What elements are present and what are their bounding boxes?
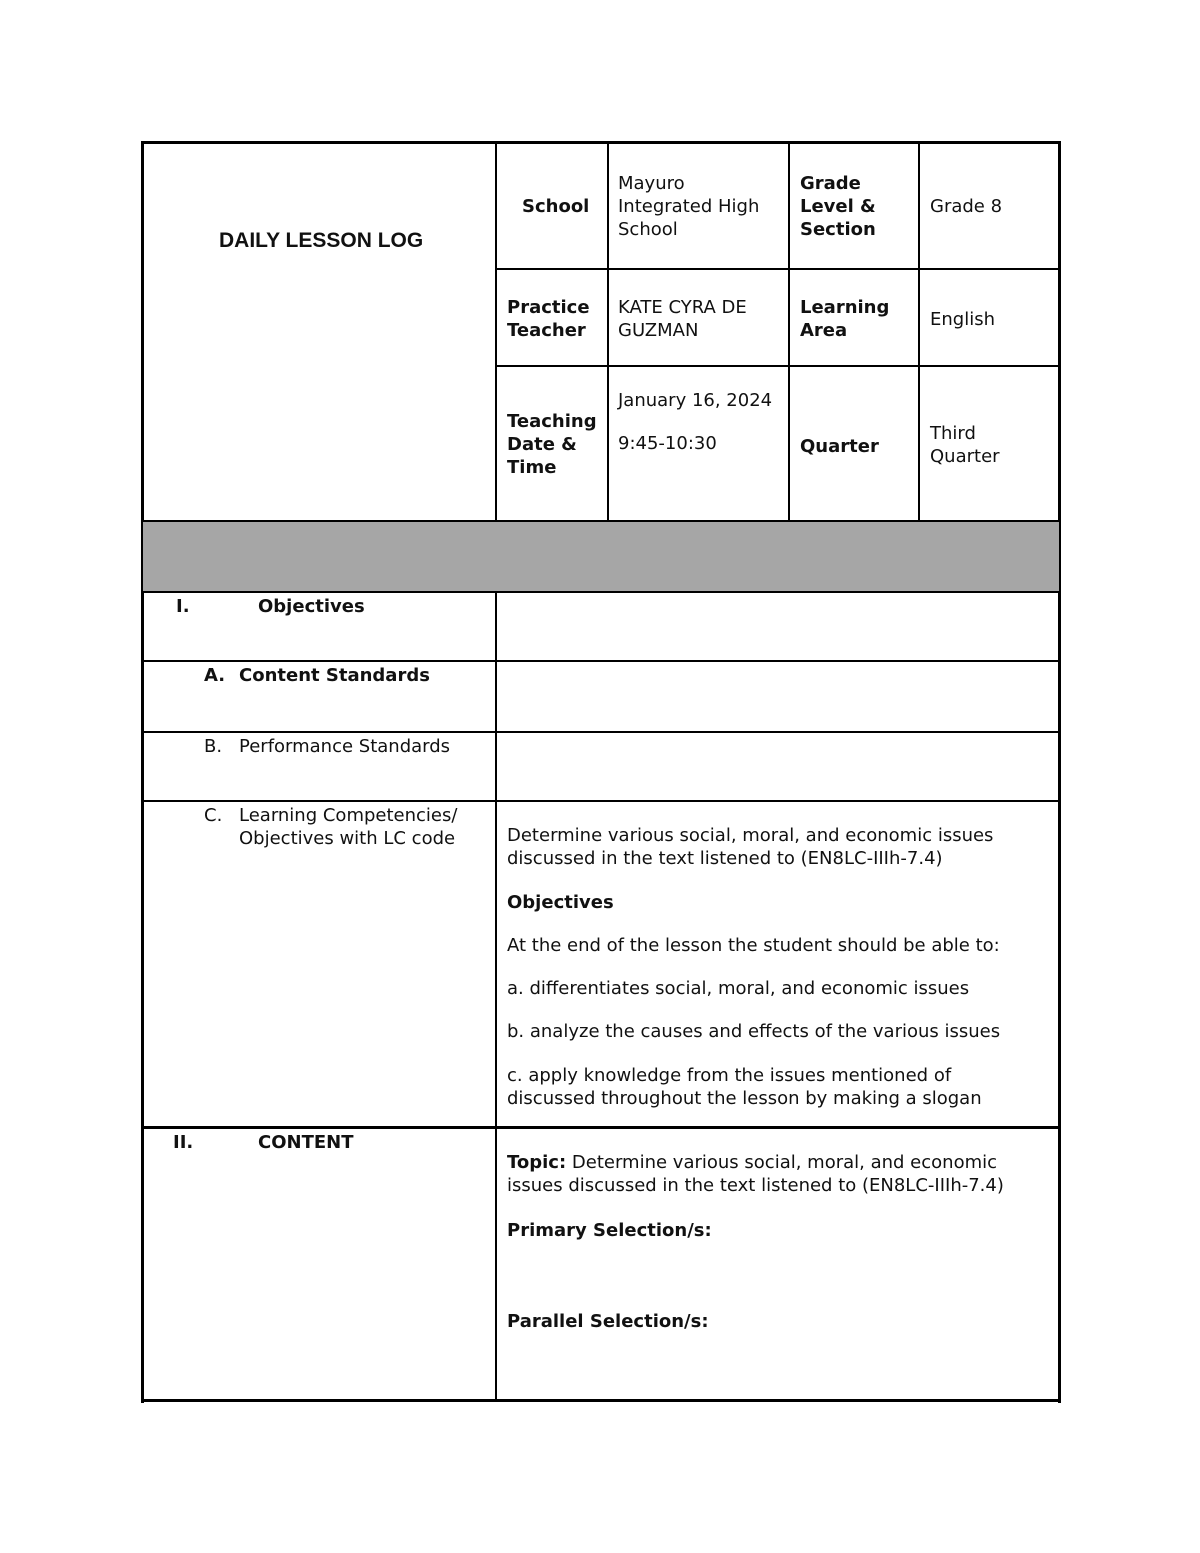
- header-divider-v4: [918, 142, 920, 522]
- topic-block: [507, 1151, 1004, 1197]
- table-left-border: [141, 142, 144, 1403]
- header-divider-v2: [607, 142, 609, 522]
- practice-teacher-label: Practice Teacher: [507, 297, 590, 341]
- row-line-1: [141, 660, 1061, 662]
- content-standards-letter: A.: [204, 665, 226, 686]
- content-heading: CONTENT: [258, 1132, 354, 1153]
- teaching-time-value: 9:45-10:30: [618, 433, 717, 454]
- objective-b: b. analyze the causes and effects of the various issues: [507, 1021, 1001, 1042]
- learning-competencies-label: Learning Competencies/ Objectives with LC code: [239, 805, 458, 849]
- parallel-selection-label: Parallel Selection/s:: [507, 1311, 709, 1332]
- page-title: DAILY LESSON LOG: [219, 229, 424, 252]
- content-standards-label: Content Standards: [239, 665, 430, 686]
- teaching-date-value: January 16, 2024: [618, 390, 773, 411]
- objective-c: c. apply knowledge from the issues mentioned of discussed throughout the lesson by making a slogan: [507, 1065, 982, 1109]
- learning-area-value: English: [930, 309, 995, 330]
- row-line-2: [141, 731, 1061, 733]
- content-number: II.: [173, 1132, 194, 1153]
- objectives-number: I.: [176, 596, 190, 617]
- header-divider-h1: [495, 268, 1061, 270]
- topic-label: Topic:: [507, 1152, 567, 1173]
- header-divider-v1: [495, 142, 497, 1401]
- competency-text: Determine various social, moral, and economic issues discussed in the text listened to (EN8LC-IIIh-7.4): [507, 825, 994, 869]
- row-line-3: [141, 800, 1061, 802]
- topic-text: Determine various social, moral, and economic issues discussed in the text listened to (EN8LC-IIIh-7.4): [507, 1152, 1004, 1196]
- gray-band: [143, 522, 1059, 592]
- grade-level-value: Grade 8: [930, 196, 1003, 217]
- school-value: Mayuro Integrated High School: [618, 173, 760, 240]
- quarter-label: Quarter: [800, 436, 879, 457]
- table-right-border: [1058, 142, 1061, 1403]
- header-divider-h2: [495, 365, 1061, 367]
- gray-band-bottom-line: [141, 591, 1061, 593]
- teaching-date-label: Teaching Date & Time: [507, 411, 597, 478]
- performance-standards-label: Performance Standards: [239, 736, 451, 757]
- primary-selection-label: Primary Selection/s:: [507, 1220, 712, 1241]
- grade-level-label: Grade Level & Section: [800, 173, 876, 240]
- table-top-border: [141, 141, 1061, 144]
- objectives-intro: At the end of the lesson the student should be able to:: [507, 935, 1000, 956]
- quarter-value: Third Quarter: [930, 423, 1000, 467]
- practice-teacher-value: KATE CYRA DE GUZMAN: [618, 297, 747, 341]
- table-bottom-border: [141, 1399, 1061, 1402]
- objectives-heading: Objectives: [258, 596, 365, 617]
- objective-a: a. differentiates social, moral, and economic issues: [507, 978, 970, 999]
- learning-area-label: Learning Area: [800, 297, 890, 341]
- objectives-subheading: Objectives: [507, 892, 614, 913]
- learning-competencies-letter: C.: [204, 805, 223, 826]
- row-line-4: [141, 1126, 1061, 1129]
- school-label: School: [522, 196, 590, 217]
- performance-standards-letter: B.: [204, 736, 223, 757]
- header-divider-v3: [788, 142, 790, 522]
